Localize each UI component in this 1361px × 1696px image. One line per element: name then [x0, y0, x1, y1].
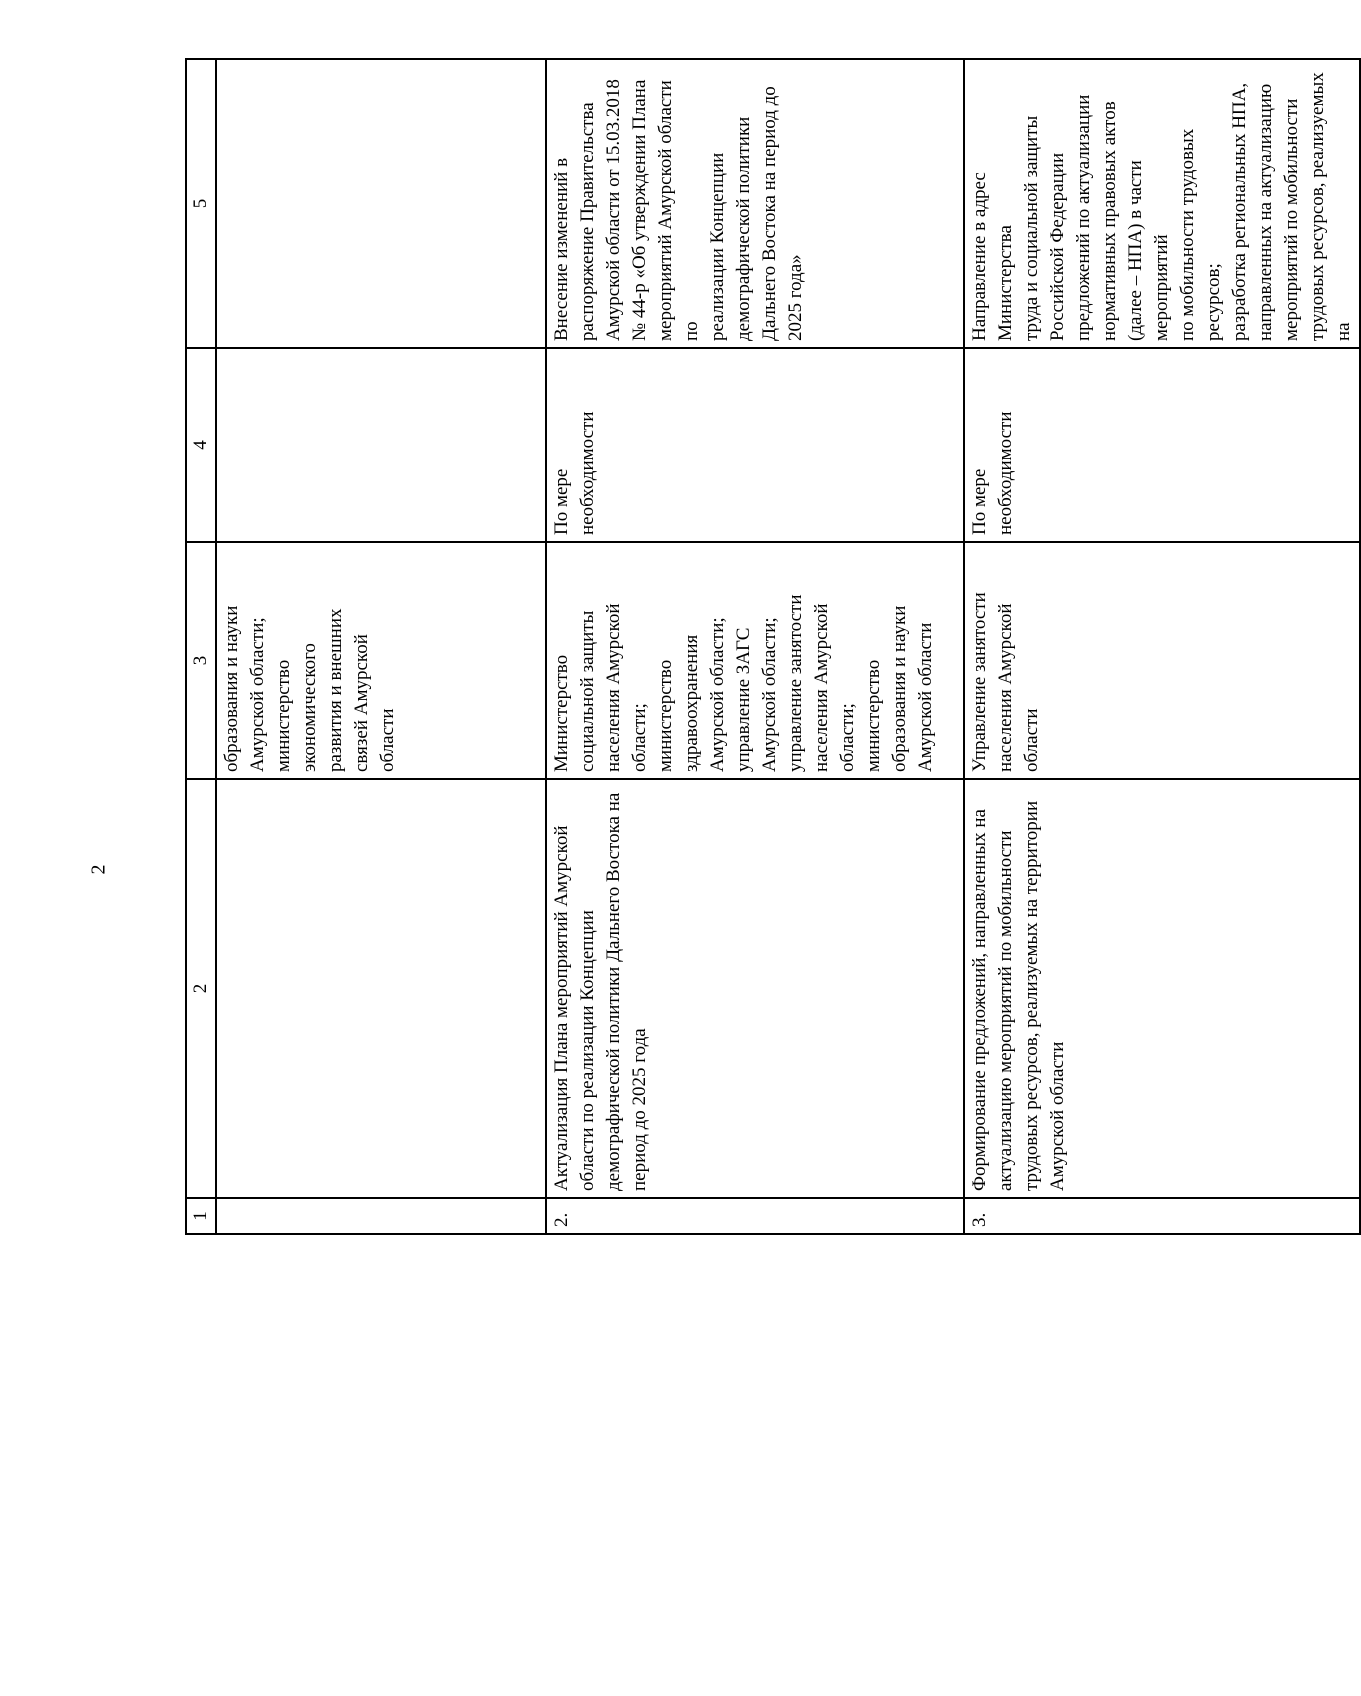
row-number: 3. — [964, 1198, 1360, 1234]
result-cell: Внесение изменений в распоряжение Правительства Амурской области от 15.03.2018 № 44-р «Об утверждении Плана мероприятий Амурской области по реализации Концепции демографической политики Дальнего Востока на период до 2025 года» — [546, 59, 964, 348]
rotated-table-container — [185, 60, 1354, 1235]
term-cell — [216, 348, 546, 542]
executors-cell: Управление занятости населения Амурской области — [964, 542, 1360, 779]
measure-cell — [216, 779, 546, 1198]
header-cell-2: 2 — [186, 779, 216, 1198]
header-cell-4: 4 — [186, 348, 216, 542]
result-cell — [216, 59, 546, 348]
term-cell: По мере необходимости — [546, 348, 964, 542]
term-cell: По мере необходимости — [964, 348, 1360, 542]
table-row — [546, 59, 964, 1234]
header-cell-1: 1 — [186, 1198, 216, 1234]
table-row — [964, 59, 1360, 1234]
header-row — [186, 59, 216, 1234]
header-cell-5: 5 — [186, 59, 216, 348]
executors-cell: образования и науки Амурской области; министерство экономического развития и внешних связей Амурской области — [216, 542, 546, 779]
row-number — [216, 1198, 546, 1234]
table-row — [216, 59, 546, 1234]
header-cell-3: 3 — [186, 542, 216, 779]
result-cell: Направление в адрес Министерства труда и социальной защиты Российской Федерации предложений по актуализации нормативных правовых актов (далее – НПА) в части мероприятий по мобильности трудовых ресурсов; разработка региональных НПА, направленных на актуализацию мероприятий по мобильности трудовых ресурсов, реализуемых на — [964, 59, 1360, 348]
measure-cell: Актуализация Плана мероприятий Амурской области по реализации Концепции демографической политики Дальнего Востока на период до 2025 года — [546, 779, 964, 1198]
measure-cell: Формирование предложений, направленных на актуализацию мероприятий по мобильности трудовых ресурсов, реализуемых на территории Амурской области — [964, 779, 1360, 1198]
executors-cell: Министерство социальной защиты населения Амурской области; министерство здравоохранения Амурской области; управление ЗАГС Амурской области; управление занятости населения Амурской области; министерство образования и науки Амурской области — [546, 542, 964, 779]
row-number: 2. — [546, 1198, 964, 1234]
page-number: 2 — [87, 864, 110, 875]
measures-table — [185, 58, 1361, 1235]
